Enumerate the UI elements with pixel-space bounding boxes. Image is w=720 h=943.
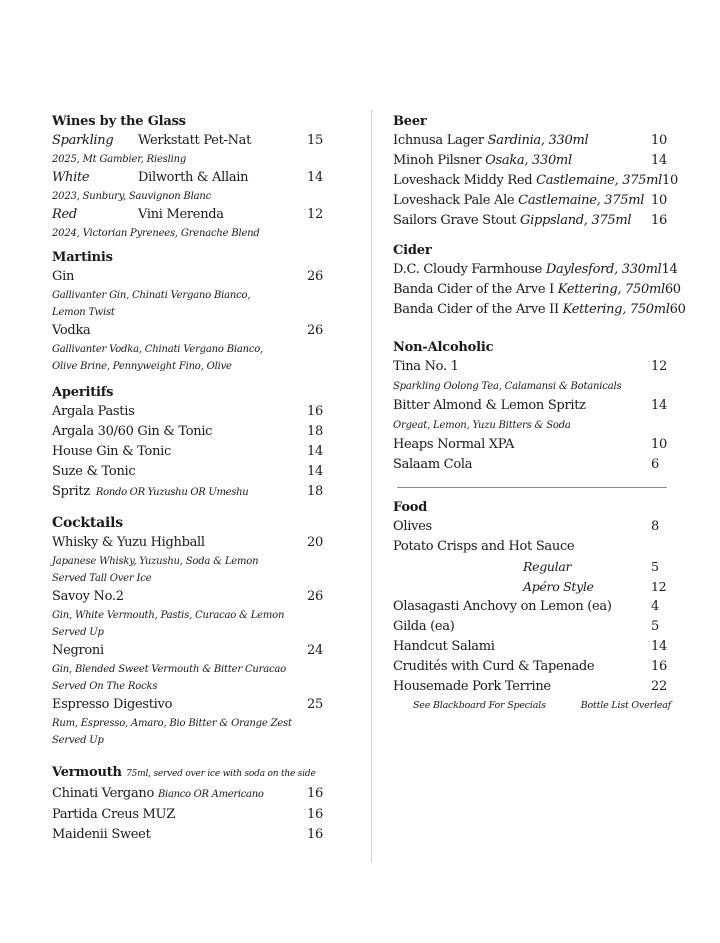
martini-desc: Gallivanter Vodka, Chinati Vergano Bianco, [52,344,264,355]
beer-price: 10 [651,133,667,148]
crisps-option [393,557,671,577]
food-price: 14 [651,639,667,654]
food-name: Crudités with Curd & Tapenade [393,659,595,674]
aperitif-price: 14 [307,464,323,479]
food-price: 8 [651,519,659,534]
non-alcoholic-title: Non-Alcoholic [393,340,494,355]
martini-desc: Gallivanter Gin, Chinati Vergano Bianco, [52,290,251,301]
spritz-price: 18 [307,484,323,499]
beer-title: Beer [393,114,427,129]
aperitif-price: 16 [307,404,323,419]
na-price: 12 [651,359,667,374]
vermouth-name: Partida Creus MUZ [52,807,175,822]
aperitifs-title: Aperitifs [52,385,114,400]
martini-item [52,321,327,375]
cocktail-desc: Japanese Whisky, Yuzushu, Soda & Lemon [52,556,259,567]
food-name: Olives [393,519,432,534]
beer-origin: Castlemaine, 375ml [536,173,663,188]
food-name: Gilda (ea) [393,619,455,634]
cider-origin: Kettering, 750ml [562,302,670,317]
na-price: 10 [651,437,667,452]
aperitif-price: 18 [307,424,323,439]
food-item [393,677,671,697]
vermouth-note: 75ml, served over ice with soda on the side [126,769,316,779]
beer-item [393,191,671,211]
food-price: 16 [651,659,667,674]
cocktail-price: 20 [307,535,323,550]
na-name: Bitter Almond & Lemon Spritz [393,398,586,413]
aperitif-name: Suze & Tonic [52,464,136,479]
na-item [393,396,671,416]
food-price: 4 [651,599,659,614]
beer-price: 10 [662,173,678,188]
na-item [393,455,671,475]
wine-item [52,168,327,205]
wine-name: Dilworth & Allain [138,170,249,185]
beer-item [393,151,671,171]
spritz-options: Rondo OR Yuzushu OR Umeshu [95,487,249,498]
vermouth-header [52,763,327,784]
na-item [393,357,671,377]
cocktail-serve: Served On The Rocks [52,681,158,692]
vermouth-item [52,784,327,805]
food-name: Olasagasti Anchovy on Lemon (ea) [393,599,612,614]
spritz-item [52,482,327,503]
vermouth-title: Vermouth [52,765,122,780]
na-name: Tina No. 1 [393,359,459,374]
martini-price: 26 [307,269,323,284]
wine-price: 12 [307,207,323,222]
na-desc: Sparkling Oolong Tea, Calamansi & Botanicals [393,381,622,392]
cocktail-name: Savoy No.2 [52,589,124,604]
cocktail-item [52,641,327,695]
cider-name: Banda Cider of the Arve I [393,282,554,297]
vermouth-price: 16 [307,827,323,842]
beer-name: Ichnusa Lager [393,133,484,148]
wine-desc: 2025, Mt Gambier, Riesling [52,154,187,165]
left-column [52,112,327,845]
beer-origin: Castlemaine, 375ml [518,193,645,208]
cocktail-price: 26 [307,589,323,604]
cider-item [393,280,681,300]
food-item [393,637,671,657]
wine-type: White [52,170,90,185]
food-title: Food [393,500,428,515]
beer-price: 14 [651,153,667,168]
cider-item [393,260,678,280]
na-name: Heaps Normal XPA [393,437,515,452]
crisps-option-price: 12 [651,579,667,594]
martini-name: Gin [52,269,75,284]
aperitif-item [52,462,327,482]
vermouth-price: 16 [307,786,323,801]
beer-price: 16 [651,213,667,228]
food-name: Potato Crisps and Hot Sauce [393,539,575,554]
martini-desc: Olive Brine, Pennyweight Fino, Olive [52,361,232,372]
food-item [393,517,671,537]
cider-origin: Kettering, 750ml [557,282,665,297]
crisps-option [393,577,671,597]
martini-item [52,267,327,321]
food-item [393,657,671,677]
crisps-option-price: 5 [651,559,659,574]
cocktail-item [52,533,327,587]
crisps-option-label: Apéro Style [523,579,594,594]
right-column [393,112,686,715]
martinis-title: Martinis [52,250,113,265]
food-footnotes [393,697,671,715]
aperitif-price: 14 [307,444,323,459]
wine-price: 15 [307,133,323,148]
beer-origin: Gippsland, 375ml [520,213,632,228]
na-desc: Orgeat, Lemon, Yuzu Bitters & Soda [393,420,571,431]
vermouth-name: Chinati Vergano [52,786,154,801]
na-price: 14 [651,398,667,413]
beer-item [393,211,671,231]
beer-origin: Sardinia, 330ml [487,133,589,148]
na-item [393,435,671,455]
beer-name: Loveshack Middy Red [393,173,533,188]
cider-name: D.C. Cloudy Farmhouse [393,262,543,277]
aperitif-item [52,402,327,422]
spritz-name: Spritz [52,484,90,499]
beer-item [393,171,678,191]
beer-origin: Osaka, 330ml [485,153,572,168]
food-item [393,597,671,617]
bottle-list-note: Bottle List Overleaf [580,700,671,711]
vermouth-price: 16 [307,807,323,822]
wine-item [52,131,327,168]
cocktail-item [52,587,327,641]
beer-name: Sailors Grave Stout [393,213,517,228]
aperitif-item [52,442,327,462]
na-price: 6 [651,457,659,472]
cocktails-title: Cocktails [52,515,123,531]
wine-item [52,205,327,242]
wine-type: Red [52,207,77,222]
wines-title: Wines by the Glass [52,114,186,129]
aperitif-item [52,422,327,442]
cocktail-price: 25 [307,697,323,712]
wine-type: Sparkling [52,133,114,148]
cider-price: 60 [664,282,681,297]
aperitif-name: Argala Pastis [52,404,135,419]
cocktail-serve: Served Up [52,627,104,638]
cocktail-desc: Gin, White Vermouth, Pastis, Curacao & Lemon [52,610,285,621]
cocktail-serve: Served Up [52,735,104,746]
vermouth-item [52,805,327,825]
vermouth-item [52,825,327,845]
food-price: 5 [651,619,659,634]
food-name: Housemade Pork Terrine [393,679,551,694]
food-price: 22 [651,679,667,694]
cider-name: Banda Cider of the Arve II [393,302,559,317]
wine-price: 14 [307,170,323,185]
cocktail-item [52,695,327,749]
wine-name: Werkstatt Pet-Nat [138,133,252,148]
martini-desc: Lemon Twist [52,307,115,318]
column-divider [371,110,372,862]
na-name: Salaam Cola [393,457,473,472]
martini-name: Vodka [52,323,91,338]
wine-name: Vini Merenda [138,207,224,222]
cocktail-desc: Rum, Espresso, Amaro, Bio Bitter & Orange Zest [52,718,292,729]
cocktail-serve: Served Tall Over Ice [52,573,152,584]
wine-desc: 2024, Victorian Pyrenees, Grenache Blend [52,228,260,239]
food-name: Handcut Salami [393,639,495,654]
vermouth-options: Bianco OR Americano [158,789,264,800]
vermouth-name: Maidenii Sweet [52,827,151,842]
cider-item [393,300,686,320]
wine-desc: 2023, Sunbury, Sauvignon Blanc [52,191,211,202]
crisps-option-label: Regular [523,559,572,574]
cider-origin: Daylesford, 330ml [545,262,662,277]
specials-note: See Blackboard For Specials [413,700,546,711]
cider-price: 60 [669,302,686,317]
martini-price: 26 [307,323,323,338]
cider-title: Cider [393,243,432,258]
cider-price: 14 [661,262,678,277]
cocktail-name: Negroni [52,643,104,658]
food-item [393,617,671,637]
cocktail-price: 24 [307,643,323,658]
beer-name: Minoh Pilsner [393,153,482,168]
aperitif-name: Argala 30/60 Gin & Tonic [52,424,213,439]
cocktail-name: Espresso Digestivo [52,697,173,712]
food-item [393,537,671,557]
section-divider [397,487,667,488]
beer-item [393,131,671,151]
beer-price: 10 [651,193,667,208]
beer-name: Loveshack Pale Ale [393,193,515,208]
cocktail-name: Whisky & Yuzu Highball [52,535,205,550]
cocktail-desc: Gin, Blended Sweet Vermouth & Bitter Curacao [52,664,286,675]
aperitif-name: House Gin & Tonic [52,444,171,459]
